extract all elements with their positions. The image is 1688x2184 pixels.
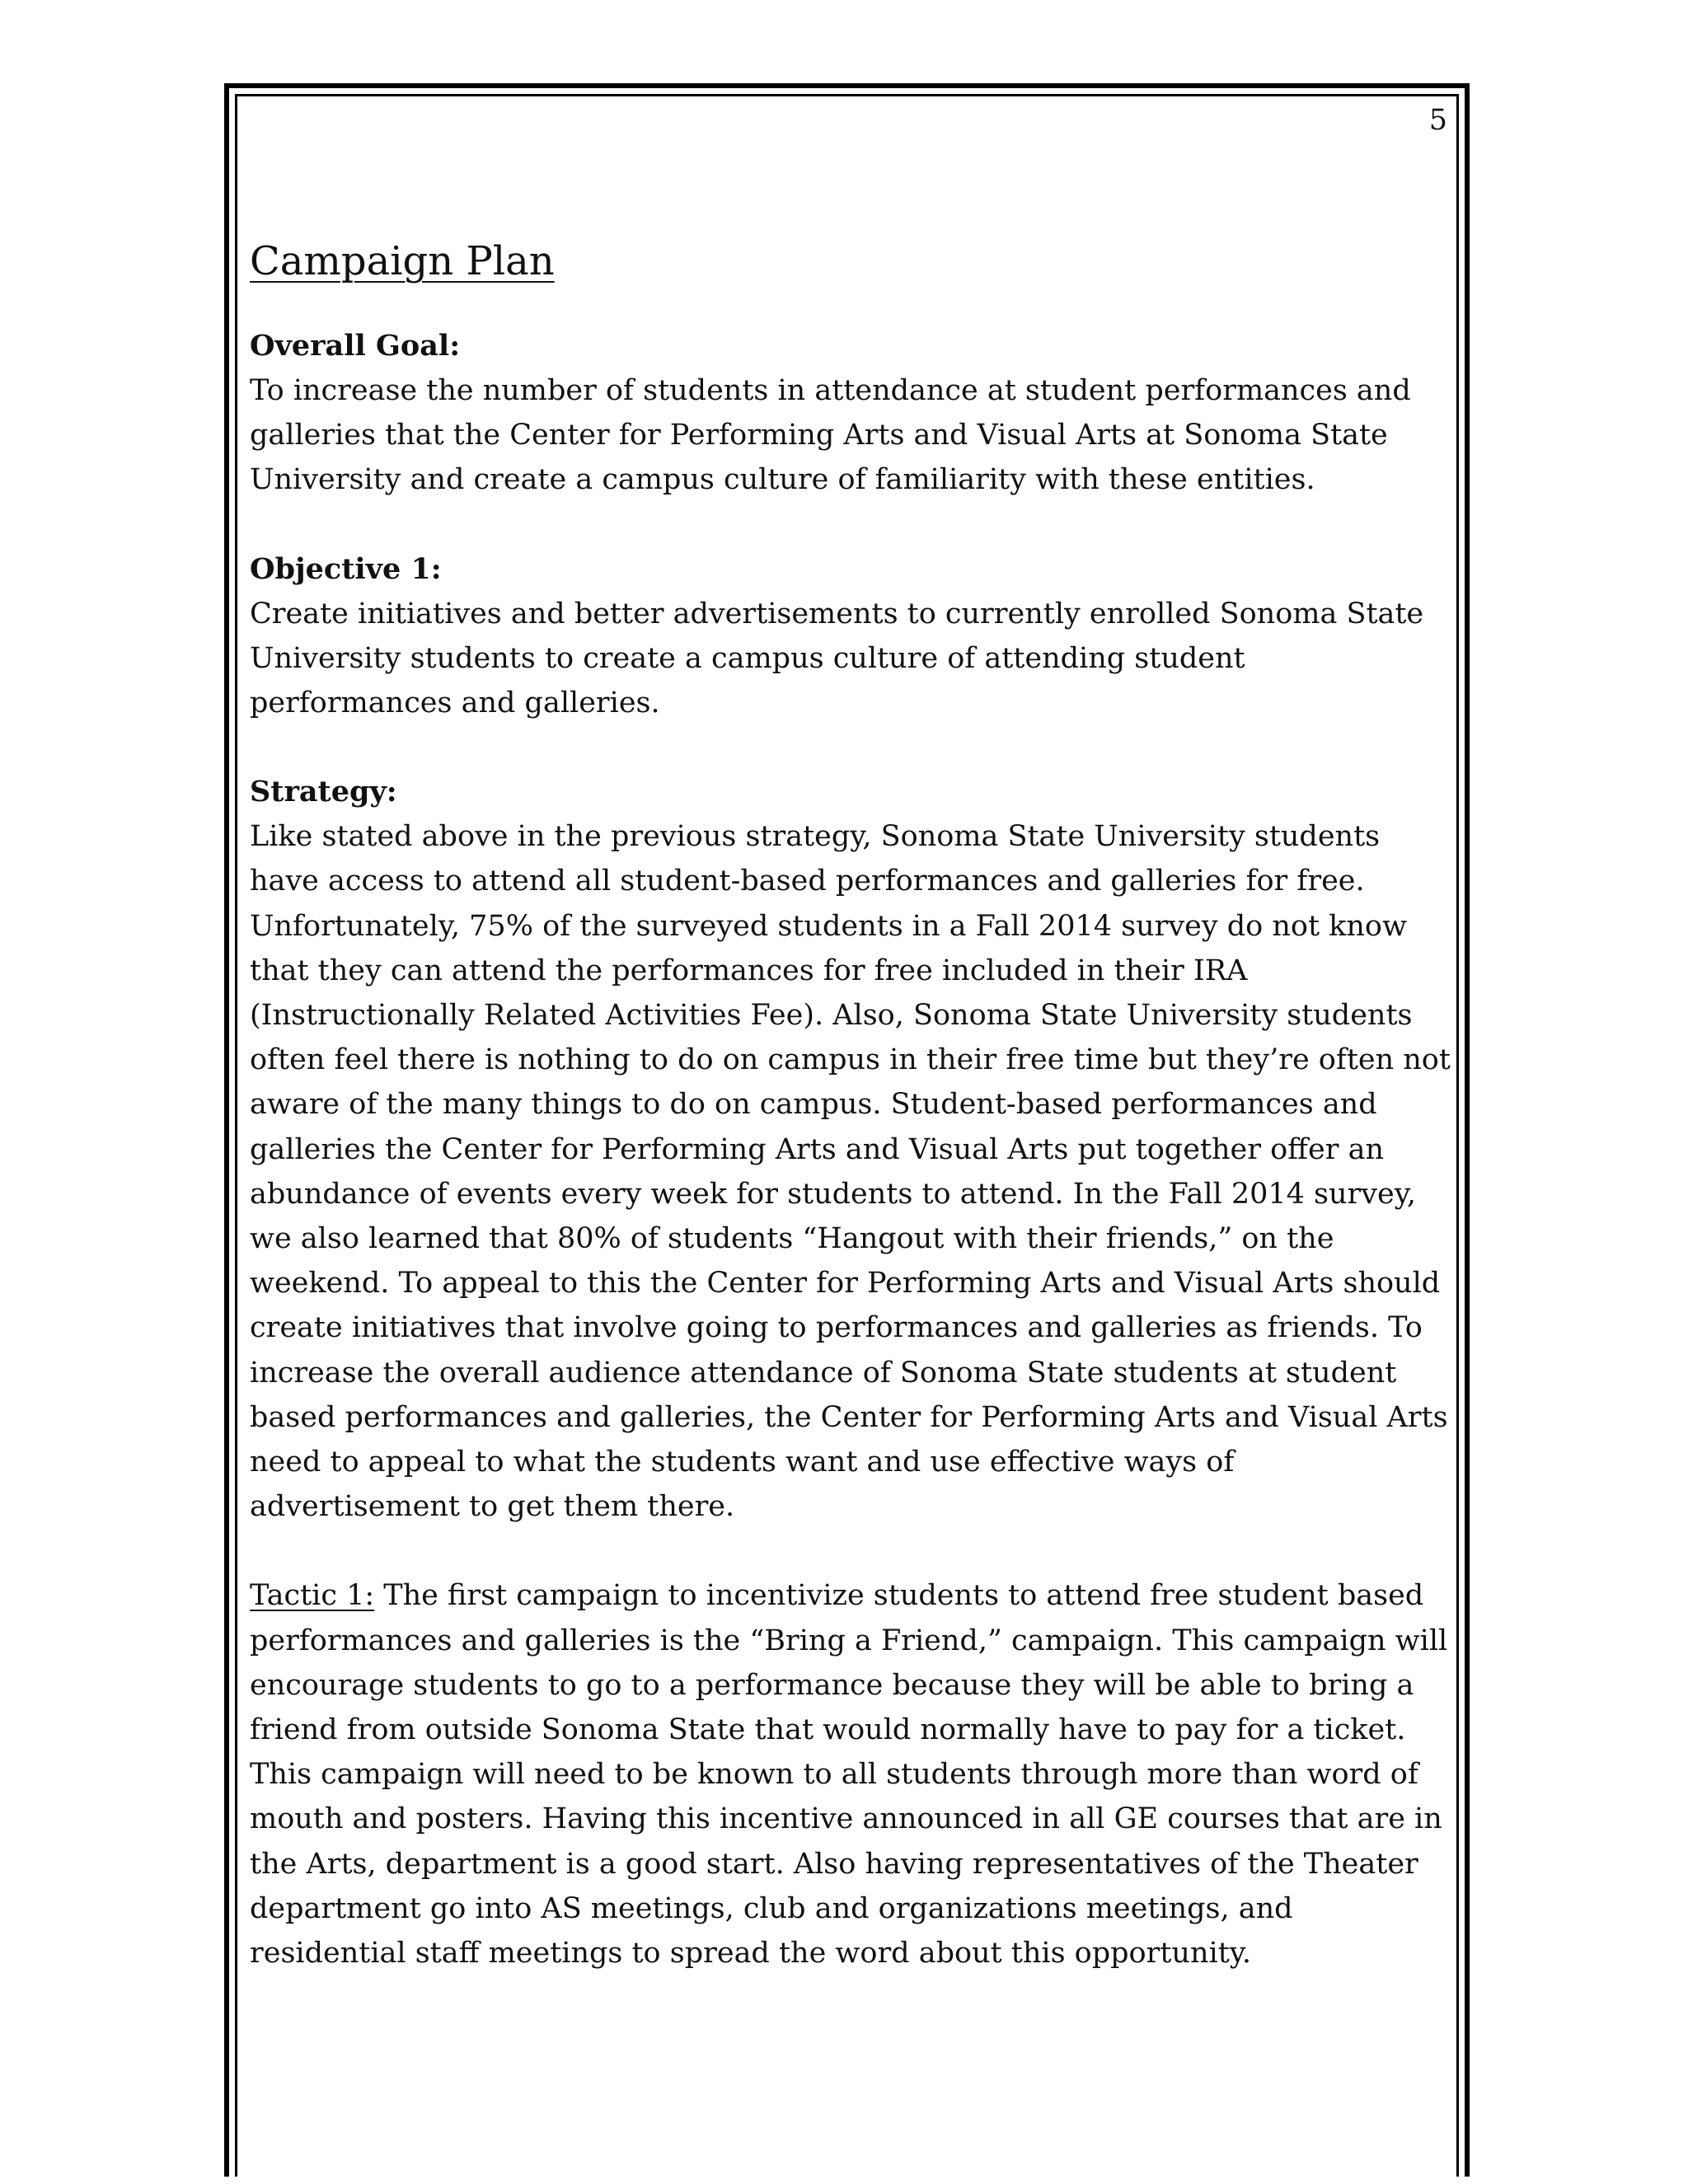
tactic-1-label: Tactic 1: xyxy=(250,1579,375,1613)
strategy-heading: Strategy: xyxy=(250,775,397,809)
objective-1-section xyxy=(250,547,1453,726)
objective-1-text: Create initiatives and better advertisements to currently enrolled Sonoma State University students to create a campus culture of attending student performances and galleries. xyxy=(250,597,1424,720)
page-number: 5 xyxy=(1428,104,1447,137)
strategy-section xyxy=(250,770,1453,1529)
objective-1-heading: Objective 1: xyxy=(250,551,442,586)
document-body xyxy=(250,235,1453,2020)
tactic-1-text: The first campaign to incentivize students to attend free student based performances and galleries is the “Bring a Friend,” campaign. This campaign will encourage students to go to a performance because they will be able to bring a friend from outside Sonoma State that would normally have to pay for a ticket. This campaign will need to be known to all students through more than word of mouth and posters. Having this incentive announced in all GE courses that are in the Arts, department is a good start. Also having representatives of the Theater department go into AS meetings, club and organizations meetings, and residential staff meetings to spread the word about this opportunity. xyxy=(250,1579,1448,1971)
strategy-text: Like stated above in the previous strategy, Sonoma State University students have access to attend all student-based performances and galleries for free. Unfortunately, 75% of the surveyed students in a Fall 2014 survey do not know that they can attend the performances for free included in their IRA (Instructionally Related Activities Fee). Also, Sonoma State University students often feel there is nothing to do on campus in their free time but they’re often not aware of the many things to do on campus. Student-based performances and galleries the Center for Performing Arts and Visual Arts put together offer an abundance of events every week for students to attend. In the Fall 2014 survey, we also learned that 80% of students “Hangout with their friends,” on the weekend. To appeal to this the Center for Performing Arts and Visual Arts should create initiatives that involve going to performances and galleries as friends. To increase the overall audience attendance of Sonoma State students at student based performances and galleries, the Center for Performing Arts and Visual Arts need to appeal to what the students want and use effective ways of advertisement to get them there. xyxy=(250,820,1451,1524)
overall-goal-heading: Overall Goal: xyxy=(250,329,461,363)
tactic-1-section xyxy=(250,1573,1453,1975)
overall-goal-section xyxy=(250,324,1453,503)
page-title: Campaign Plan xyxy=(250,238,555,284)
overall-goal-text: To increase the number of students in attendance at student performances and galleries that the Center for Performing Arts and Visual Arts at Sonoma State University and create a campus culture of familiarity with these entities. xyxy=(250,374,1411,497)
tactic-1-paragraph xyxy=(250,1573,1453,1975)
